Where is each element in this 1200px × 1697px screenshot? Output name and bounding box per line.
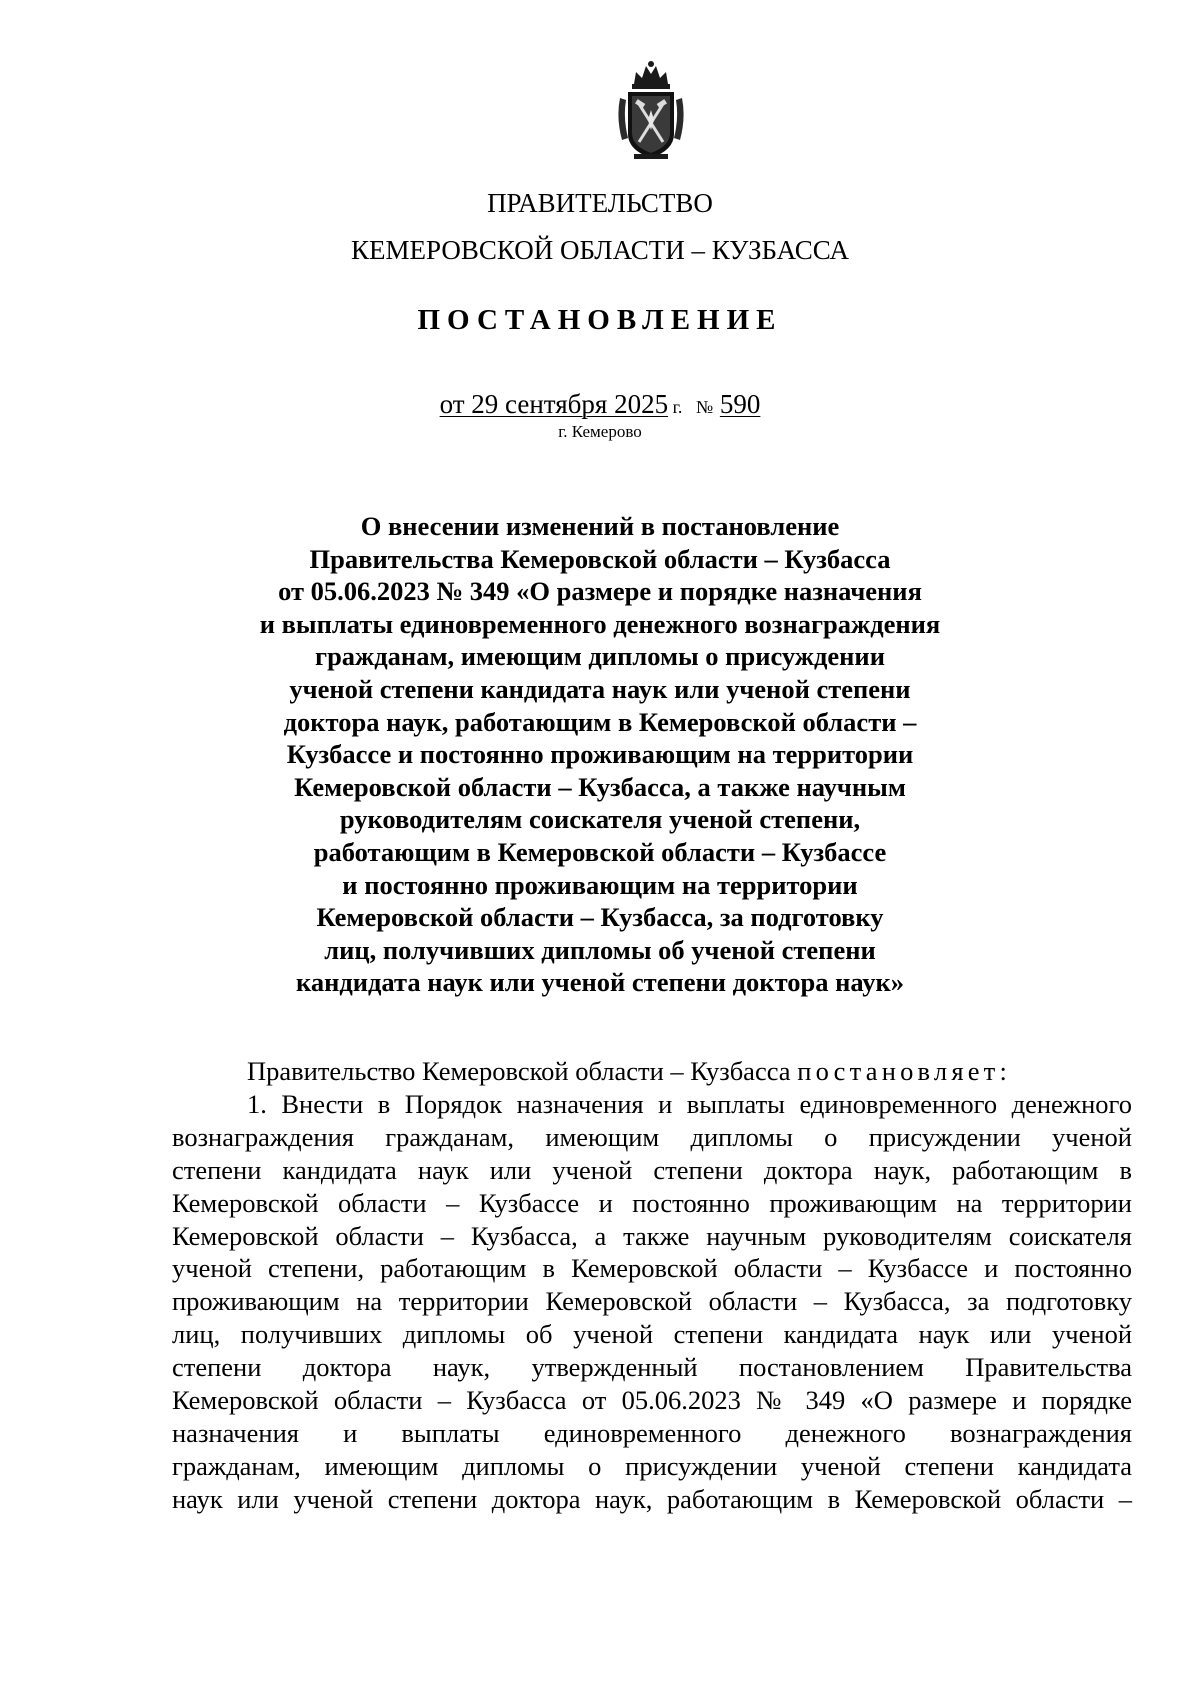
paragraph-line: Кемеровской области – Кузбасса, а также научным руководителям соискателя [172, 1220, 1132, 1251]
title-line: доктора наук, работающим в Кемеровской области – [283, 706, 917, 737]
title-line: Правительства Кемеровской области – Кузбасса [309, 543, 891, 574]
title-line: от 05.06.2023 № 349 «О размере и порядке назначения [278, 576, 922, 607]
title-line: руководителям соискателя ученой степени, [339, 804, 861, 835]
title-line: и постоянно проживающим на территории [342, 869, 858, 900]
document-date: от 29 сентября 2025 [439, 389, 669, 419]
paragraph-line: Кемеровской области – Кузбасса от 05.06.2023 № 349 «О размере и порядке [172, 1385, 1132, 1416]
title-line: и выплаты единовременного денежного вознаграждения [259, 608, 941, 639]
paragraph-line: гражданам, имеющим дипломы о присуждении ученой степени кандидата [172, 1450, 1132, 1481]
intro-verb: постановляет: [797, 1056, 1012, 1086]
year-suffix: г. [668, 397, 683, 417]
document-body [172, 1055, 1132, 1516]
kuzbass-coat-of-arms-icon [612, 58, 690, 162]
government-name-line2: КЕМЕРОВСКОЙ ОБЛАСТИ – КУЗБАССА [351, 235, 849, 265]
date-number-line [0, 389, 1200, 422]
title-line: Кемеровской области – Кузбасса, за подготовку [316, 902, 884, 933]
paragraph-line: проживающим на территории Кемеровской области – Кузбасса, за подготовку [172, 1286, 1132, 1317]
paragraph-line: 1. Внести в Порядок назначения и выплаты единовременного денежного [247, 1088, 1132, 1119]
resolution-intro [172, 1055, 1132, 1088]
paragraph-line: лиц, получивших дипломы об ученой степени кандидата наук или ученой [172, 1319, 1132, 1350]
document-title [0, 510, 1200, 999]
intro-text: Правительство Кемеровской области – Кузбасса [247, 1056, 798, 1086]
title-line: лиц, получивших дипломы об ученой степени [324, 934, 876, 965]
title-line: Кузбассе и постоянно проживающим на территории [286, 739, 914, 770]
title-line: О внесении изменений в постановление [360, 511, 840, 541]
document-type-heading: ПОСТАНОВЛЕНИЕ [417, 304, 783, 336]
paragraph-line: степени доктора наук, утвержденный постановлением Правительства [172, 1352, 1132, 1383]
title-line: работающим в Кемеровской области – Кузбассе [313, 836, 887, 867]
title-line: ученой степени кандидата наук или ученой степени [289, 673, 911, 704]
title-line: кандидата наук или ученой степени доктора наук» [295, 967, 905, 998]
number-sign: № [695, 397, 714, 417]
title-line: гражданам, имеющим дипломы о присуждении [315, 641, 885, 672]
document-number: 590 [719, 389, 761, 419]
paragraph-line: назначения и выплаты единовременного денежного вознаграждения [172, 1417, 1132, 1448]
title-line: Кемеровской области – Кузбасса, а также научным [294, 771, 906, 802]
paragraph-line: ученой степени, работающим в Кемеровской области – Кузбассе и постоянно [172, 1253, 1132, 1284]
paragraph-line: вознаграждения гражданам, имеющим дипломы о присуждении ученой [172, 1121, 1132, 1152]
paragraph-line: степени кандидата наук или ученой степени доктора наук, работающим в [172, 1154, 1132, 1185]
city-name: г. Кемерово [558, 422, 642, 441]
paragraph-1 [172, 1088, 1132, 1516]
paragraph-line: Кемеровской области – Кузбассе и постоянно проживающим на территории [172, 1187, 1132, 1218]
government-name-line1: ПРАВИТЕЛЬСТВО [487, 188, 713, 218]
paragraph-line: наук или ученой степени доктора наук, работающим в Кемеровской области – [172, 1483, 1132, 1514]
